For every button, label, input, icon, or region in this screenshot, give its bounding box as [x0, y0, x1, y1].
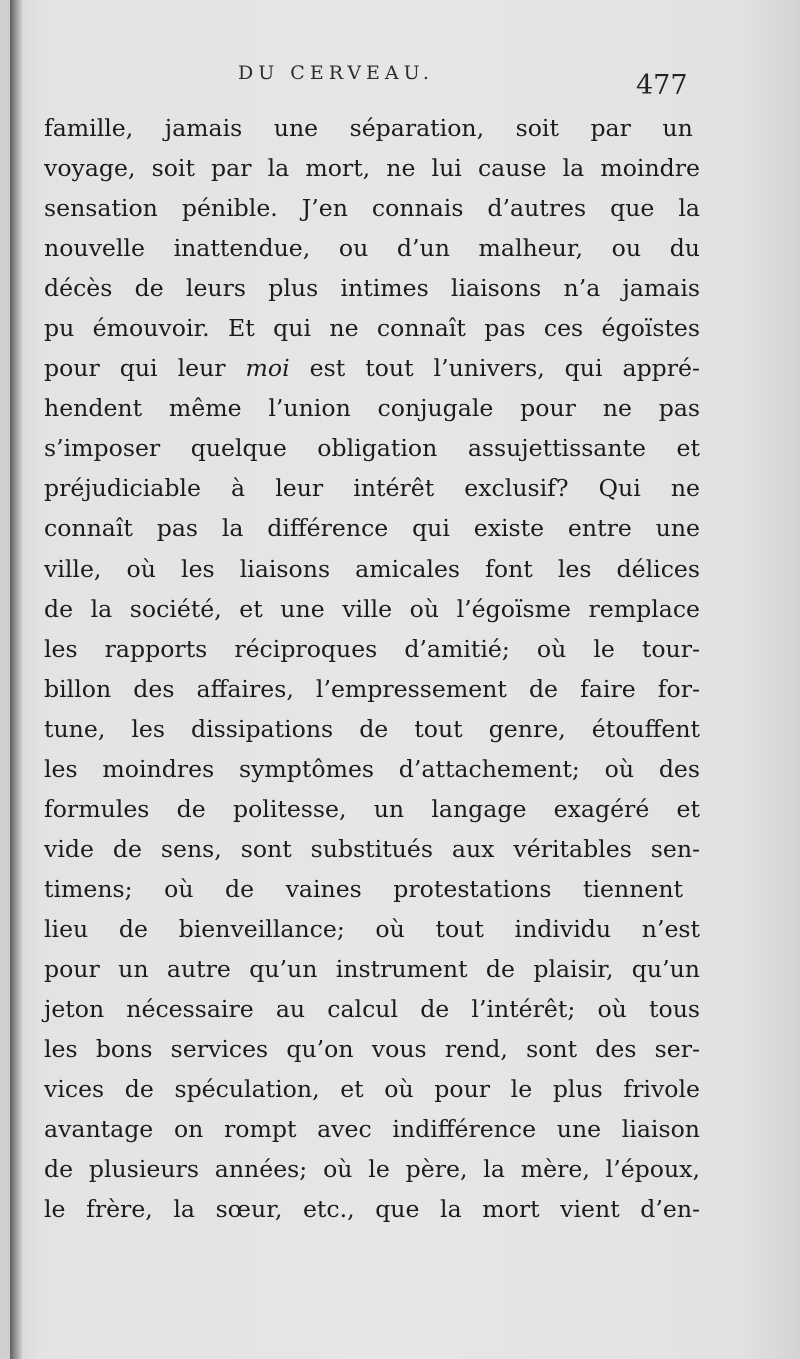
text-line: s’imposer quelque obligation assujettissante et	[44, 434, 700, 463]
text-line: famille, jamais une séparation, soit par un	[44, 114, 693, 142]
text-line: timens; où de vaines protestations tiennent	[44, 874, 684, 903]
text-line: décès de leurs plus intimes liaisons n’a jamais	[44, 274, 700, 303]
text-line: lieu de bienveillance; où tout individu n’est	[44, 914, 700, 943]
text-line: les rapports réciproques d’amitié; où le tour-	[44, 634, 700, 663]
text-line: vices de spéculation, et où pour le plus frivole	[44, 1075, 700, 1104]
book-page	[10, 0, 800, 1359]
text-line: nouvelle inattendue, ou d’un malheur, ou du	[44, 234, 700, 263]
text-line: vide de sens, sont substitués aux véritables sen-	[44, 834, 700, 863]
text-line-last: le frère, la sœur, etc., que la mort vient d’en-	[44, 1195, 700, 1224]
text-line: pu émouvoir. Et qui ne connaît pas ces égoïstes	[44, 314, 700, 343]
running-head: DU CERVEAU.	[238, 62, 434, 84]
text-line: les moindres symptômes d’attachement; où des	[44, 754, 700, 783]
text-line: préjudiciable à leur intérêt exclusif? Qui ne	[44, 474, 700, 503]
text-line: ville, où les liaisons amicales font les délices	[44, 554, 700, 583]
text-line: billon des affaires, l’empressement de faire for-	[44, 674, 700, 703]
page-number: 477	[636, 70, 688, 101]
page-gutter-shadow	[10, 0, 22, 1359]
body-text	[44, 108, 700, 1229]
text-line: de plusieurs années; où le père, la mère, l’époux,	[44, 1155, 700, 1184]
text-line: avantage on rompt avec indifférence une liaison	[44, 1115, 700, 1144]
text-line: formules de politesse, un langage exagéré et	[44, 794, 700, 823]
text-line: voyage, soit par la mort, ne lui cause la moindre	[44, 154, 700, 183]
italic-word: moi	[245, 354, 290, 383]
text-line: hendent même l’union conjugale pour ne pas	[44, 394, 700, 423]
text-line: pour un autre qu’un instrument de plaisir, qu’un	[44, 954, 700, 983]
text-line: connaît pas la différence qui existe entre une	[44, 514, 700, 543]
text-line: les bons services qu’on vous rend, sont des ser-	[44, 1035, 700, 1064]
text-line: jeton nécessaire au calcul de l’intérêt; où tous	[44, 995, 700, 1024]
text-line: tune, les dissipations de tout genre, étouffent	[44, 714, 700, 743]
text-line-with-italic: pour qui leur moi est tout l’univers, qui appré-	[44, 354, 700, 383]
text-line: de la société, et une ville où l’égoïsme remplace	[44, 594, 700, 623]
text-line: sensation pénible. J’en connais d’autres que la	[44, 194, 700, 223]
